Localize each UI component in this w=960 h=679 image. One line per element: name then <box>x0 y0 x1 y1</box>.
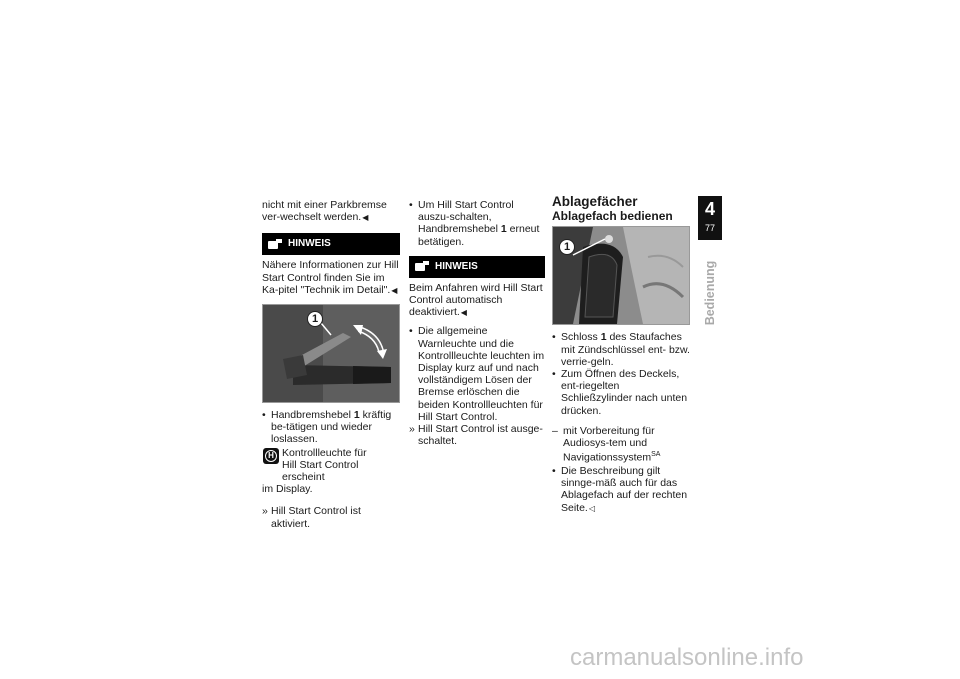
lamp-text-3: im Display. <box>262 483 313 496</box>
note-box-2 <box>409 256 545 278</box>
column-right <box>552 196 692 515</box>
step-off-post: erneut betätigen. <box>418 223 540 248</box>
step-1-post: kräftig be-tätigen und wieder loslassen. <box>271 409 392 446</box>
lamp-text-1: Kontrollleuchte für <box>282 446 367 459</box>
handlebar-lever-figure <box>262 304 400 403</box>
note-icon <box>268 239 282 250</box>
figure-callout-1: 1 <box>307 311 323 327</box>
result-text-2: » Hill Start Control ist ausge-schaltet. <box>409 423 545 447</box>
open-step: • Zum Öffnen des Deckels, ent-riegelten Schließzylinder nach unten drücken. <box>552 368 692 417</box>
intro-text: nicht mit einer Parkbremse ver-wechselt werden. ◀ <box>262 199 400 224</box>
note-text-2: Beim Anfahren wird Hill Start Control automatisch deaktiviert. ◀ <box>409 282 545 320</box>
column-middle <box>409 199 545 447</box>
note-text: Nähere Informationen zur Hill Start Control finden Sie im Ka-pitel "Technik im Detail". ◀ <box>262 259 400 297</box>
storage-compartment-figure <box>552 226 690 325</box>
note-title-2: HINWEIS <box>435 260 478 272</box>
step-off-number: 1 <box>500 223 507 236</box>
hill-start-lamp-icon <box>263 448 279 464</box>
lock-step <box>552 331 692 368</box>
step-off <box>409 199 545 248</box>
lock-step-pre: Schloss <box>561 331 601 344</box>
step-1-pre: Handbremshebel <box>271 409 354 422</box>
chapter-label: Bedienung <box>703 260 717 326</box>
subsection-heading: Ablagefach bedienen <box>552 209 673 224</box>
note-icon <box>415 261 429 272</box>
lock-step-post: des Staufaches mit Zündschlüssel ent- bzw. verrie-geln. <box>561 331 690 368</box>
lamp-icon-letter: H <box>265 450 277 462</box>
lock-step-number: 1 <box>600 331 607 344</box>
step-1-number: 1 <box>353 409 360 422</box>
note-box <box>262 233 400 255</box>
figure-callout-1: 1 <box>559 239 575 255</box>
description-bullet: • Die Beschreibung gilt sinnge-mäß auch für das Ablagefach auf der rechten Seite. ◁ <box>552 465 692 515</box>
lamp-block <box>262 447 400 484</box>
column-left <box>262 199 400 530</box>
lamp-text-2: Hill Start Control erscheint <box>282 458 359 484</box>
warning-bullet: • Die allgemeine Warnleuchte und die Kontrollleuchte leuchten im Display kurz auf und nach vollständigem Lösen der Bremse erlöschen die beiden Kontrollleuchten für Hill Start Control. <box>409 325 545 423</box>
equipment-condition <box>552 425 692 464</box>
sa-superscript: SA <box>651 451 661 459</box>
chapter-sidebar <box>698 196 722 340</box>
watermark: carmanualsonline.info <box>570 644 804 671</box>
page-number: 77 <box>704 223 715 233</box>
handlebar-lever-illustration <box>263 305 399 402</box>
chapter-number: 4 <box>704 199 715 219</box>
step-off-pre: Um Hill Start Control auszu-schalten, Handbremshebel <box>418 199 514 236</box>
chapter-tab <box>698 196 722 240</box>
section-heading: Ablagefächer <box>552 194 638 209</box>
equipment-condition-text: mit Vorbereitung für Audiosys-tem und Navigationssystem <box>563 424 655 464</box>
result-text: » Hill Start Control ist aktiviert. <box>262 505 400 529</box>
note-title: HINWEIS <box>288 238 331 250</box>
step-1 <box>262 409 400 446</box>
